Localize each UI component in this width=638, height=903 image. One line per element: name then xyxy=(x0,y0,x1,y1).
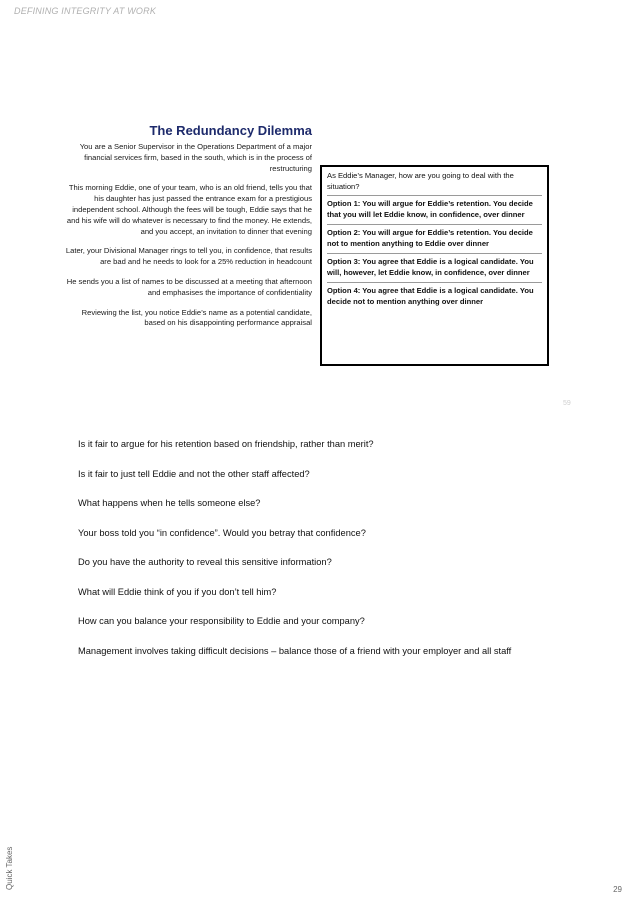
question-item: Management involves taking difficult decisions – balance those of a friend with your employer and all staff xyxy=(78,645,512,656)
scenario-paragraph: You are a Senior Supervisor in the Operations Department of a major financial services firm, based in the south, which is in the process of restructuring xyxy=(79,142,312,173)
running-header: DEFINING INTEGRITY AT WORK xyxy=(14,6,157,16)
page-number: 29 xyxy=(613,885,622,894)
question-item: Is it fair to argue for his retention based on friendship, rather than merit? xyxy=(78,439,374,449)
option-4: Option 4: You agree that Eddie is a logical candidate. You decide not to mention anything over dinner xyxy=(327,282,542,307)
scenario-text xyxy=(60,142,312,338)
option-3: Option 3: You agree that Eddie is a logical candidate. You will, however, let Eddie know, in confidence, over dinner xyxy=(327,253,542,278)
options-question: As Eddie’s Manager, how are you going to deal with the situation? xyxy=(327,171,514,191)
slide-number: 59 xyxy=(563,400,571,407)
side-section-label: Quick Takes xyxy=(5,846,14,890)
option-2: Option 2: You will argue for Eddie’s retention. You decide not to mention anything to Eddie over dinner xyxy=(327,224,542,249)
question-item: Do you have the authority to reveal this sensitive information? xyxy=(78,557,332,567)
question-item: How can you balance your responsibility to Eddie and your company? xyxy=(78,616,365,626)
slide-title: The Redundancy Dilemma xyxy=(149,123,312,138)
discussion-questions xyxy=(78,438,598,674)
option-1: Option 1: You will argue for Eddie’s retention. You decide that you will let Eddie know, in confidence, over dinner xyxy=(327,195,542,220)
question-item: Is it fair to just tell Eddie and not the other staff affected? xyxy=(78,468,310,479)
question-item: What will Eddie think of you if you don’t tell him? xyxy=(78,586,277,597)
scenario-paragraph: Later, your Divisional Manager rings to tell you, in confidence, that results are bad and he needs to look for a 25% reduction in headcount xyxy=(65,246,312,267)
options-box xyxy=(320,165,549,366)
scenario-paragraph: This morning Eddie, one of your team, who is an old friend, tells you that his daughter has just passed the entrance exam for a prestigious independent school. Although the fees will be tough, Eddie says that he and his wife will do whatever is necessary to find the money. He extends, and you accept, an invitation to dinner that evening xyxy=(66,183,312,236)
question-item: Your boss told you “in confidence”. Would you betray that confidence? xyxy=(78,527,366,538)
question-item: What happens when he tells someone else? xyxy=(78,498,261,508)
scenario-paragraph: He sends you a list of names to be discussed at a meeting that afternoon and emphasises the importance of confidentiality xyxy=(66,276,312,297)
scenario-paragraph: Reviewing the list, you notice Eddie’s name as a potential candidate, based on his disappointing performance appraisal xyxy=(81,307,312,328)
